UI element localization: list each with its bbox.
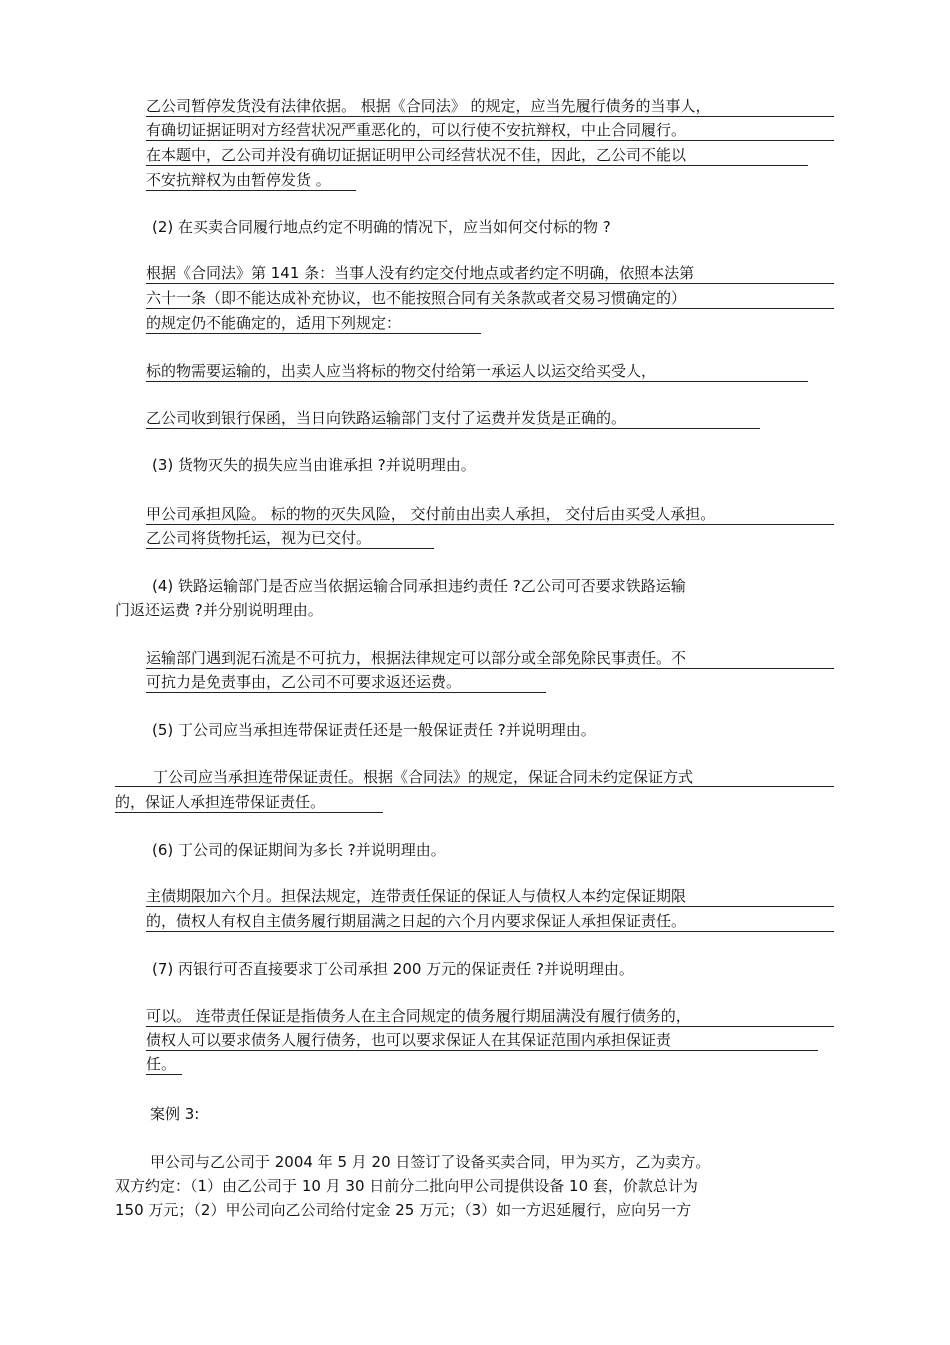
question-7: (7) 丙银行可否直接要求丁公司承担 200 万元的保证责任 ?并说明理由。 [152,960,634,978]
question-6: (6) 丁公司的保证期间为多长 ?并说明理由。 [152,841,446,859]
question-4-line-2: 门返还运费 ?并分别说明理由。 [115,601,323,619]
answer-7-line-3: 任。 [146,1054,182,1075]
answer-6-line-2: 的，债权人有权自主债务履行期届满之日起的六个月内要求保证人承担保证责任。 [146,911,834,932]
answer-2-line-2: 六十一条（即不能达成补充协议，也不能按照合同有关条款或者交易习惯确定的） [146,288,834,309]
answer-7-line-1: 可以。 连带责任保证是指债务人在主合同规定的债务履行期届满没有履行债务的， [146,1006,834,1027]
answer-2-line-3: 的规定仍不能确定的，适用下列规定： [146,313,481,334]
answer-1-line-1: 乙公司暂停发货没有法律依据。 根据《合同法》 的规定，应当先履行债务的当事人， [146,96,834,117]
question-4-line-1: (4) 铁路运输部门是否应当依据运输合同承担违约责任 ?乙公司可否要求铁路运输 [152,577,686,595]
question-3: (3) 货物灭失的损失应当由谁承担 ?并说明理由。 [152,456,476,474]
answer-6-line-1: 主债期限加六个月。担保法规定，连带责任保证的保证人与债权人本约定保证期限 [146,886,834,907]
case-title: 案例 3: [150,1105,200,1123]
answer-5-line-2: 的，保证人承担连带保证责任。 [115,792,383,813]
answer-4-line-1: 运输部门遇到泥石流是不可抗力，根据法律规定可以部分或全部免除民事责任。不 [146,648,834,669]
answer-7-line-2: 债权人可以要求债务人履行债务，也可以要求保证人在其保证范围内承担保证责 [146,1030,818,1051]
answer-3-line-2: 乙公司将货物托运，视为已交付。 [146,528,434,549]
case-text-line-2: 双方约定：（1）由乙公司于 10 月 30 日前分二批向甲公司提供设备 10 套，价款总计为 [115,1177,698,1195]
answer-2-line-5: 乙公司收到银行保函，当日向铁路运输部门支付了运费并发货是正确的。 [146,408,760,429]
answer-5-line-1: 丁公司应当承担连带保证责任。根据《合同法》的规定，保证合同未约定保证方式 [115,767,834,787]
answer-1-line-3: 在本题中，乙公司并没有确切证据证明甲公司经营状况不佳，因此，乙公司不能以 [146,145,808,166]
answer-4-line-2: 可抗力是免责事由，乙公司不可要求返还运费。 [146,672,546,693]
answer-1-line-4: 不安抗辩权为由暂停发货 。 [146,170,356,191]
question-2: (2) 在买卖合同履行地点约定不明确的情况下，应当如何交付标的物 ? [152,218,611,236]
answer-1-line-2: 有确切证据证明对方经营状况严重恶化的，可以行使不安抗辩权，中止合同履行。 [146,120,834,141]
answer-2-line-1: 根据《合同法》第 141 条：当事人没有约定交付地点或者约定不明确，依照本法第 [146,263,834,284]
case-text-line-1: 甲公司与乙公司于 2004 年 5 月 20 日签订了设备买卖合同，甲为买方，乙为卖方。 [150,1153,711,1171]
case-text-line-3: 150 万元；（2）甲公司向乙公司给付定金 25 万元；（3）如一方迟延履行，应向另一方 [115,1201,692,1219]
answer-3-line-1: 甲公司承担风险。 标的物的灭失风险， 交付前由出卖人承担， 交付后由买受人承担。 [146,504,834,525]
answer-2-line-4: 标的物需要运输的，出卖人应当将标的物交付给第一承运人以运交给买受人， [146,361,808,382]
question-5: (5) 丁公司应当承担连带保证责任还是一般保证责任 ?并说明理由。 [152,721,596,739]
